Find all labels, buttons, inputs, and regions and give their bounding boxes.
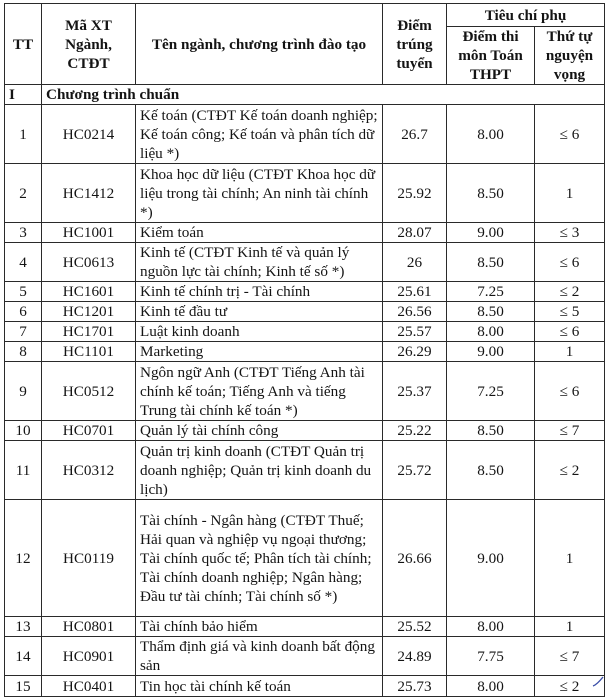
row-index: 13 xyxy=(5,617,42,637)
table-row xyxy=(5,362,605,421)
row-wish-order: 1 xyxy=(535,617,605,637)
row-code: HC0512 xyxy=(42,362,136,421)
row-wish-order: ≤ 3 xyxy=(535,223,605,243)
section-index: I xyxy=(5,85,42,105)
row-wish-order: ≤ 6 xyxy=(535,362,605,421)
row-score: 25.73 xyxy=(383,676,447,697)
row-math-score: 9.00 xyxy=(447,500,535,617)
header-sub-criteria: Tiêu chí phụ xyxy=(447,4,605,27)
row-wish-order: ≤ 5 xyxy=(535,302,605,322)
header-name: Tên ngành, chương trình đào tạo xyxy=(136,4,383,85)
section-row xyxy=(5,85,605,105)
row-wish-order: ≤ 2 xyxy=(535,676,605,697)
row-code: HC0613 xyxy=(42,243,136,282)
row-program-name: Quản trị kinh doanh (CTĐT Quản trị doanh nghiệp; Quản trị kinh doanh du lịch) xyxy=(136,441,383,500)
header-wish-order: Thứ tự nguyện vọng xyxy=(535,27,605,85)
row-math-score: 8.50 xyxy=(447,441,535,500)
row-program-name: Kinh tế (CTĐT Kinh tế và quản lý nguồn lực tài chính; Kinh tế số *) xyxy=(136,243,383,282)
section-title: Chương trình chuẩn xyxy=(42,85,605,105)
row-program-name: Tài chính bảo hiểm xyxy=(136,617,383,637)
row-code: HC0801 xyxy=(42,617,136,637)
row-score: 25.92 xyxy=(383,164,447,223)
row-index: 6 xyxy=(5,302,42,322)
table-row xyxy=(5,421,605,441)
row-math-score: 7.25 xyxy=(447,282,535,302)
table-row xyxy=(5,164,605,223)
row-code: HC1601 xyxy=(42,282,136,302)
row-program-name: Quản lý tài chính công xyxy=(136,421,383,441)
row-score: 26.7 xyxy=(383,105,447,164)
table-row xyxy=(5,500,605,617)
row-wish-order: 1 xyxy=(535,500,605,617)
row-program-name: Kinh tế đầu tư xyxy=(136,302,383,322)
row-code: HC0401 xyxy=(42,676,136,697)
header-code: Mã XT Ngành, CTĐT xyxy=(42,4,136,85)
row-math-score: 9.00 xyxy=(447,342,535,362)
row-score: 26.29 xyxy=(383,342,447,362)
row-code: HC1201 xyxy=(42,302,136,322)
row-math-score: 8.50 xyxy=(447,164,535,223)
row-index: 5 xyxy=(5,282,42,302)
row-index: 9 xyxy=(5,362,42,421)
row-score: 26.66 xyxy=(383,500,447,617)
header-score: Điểm trúng tuyển xyxy=(383,4,447,85)
row-wish-order: ≤ 2 xyxy=(535,441,605,500)
header-math-score: Điểm thi môn Toán THPT xyxy=(447,27,535,85)
row-program-name: Kế toán (CTĐT Kế toán doanh nghiệp; Kế toán công; Kế toán và phân tích dữ liệu *) xyxy=(136,105,383,164)
row-index: 8 xyxy=(5,342,42,362)
row-math-score: 8.00 xyxy=(447,105,535,164)
row-program-name: Marketing xyxy=(136,342,383,362)
table-row xyxy=(5,322,605,342)
row-score: 24.89 xyxy=(383,637,447,676)
row-code: HC0119 xyxy=(42,500,136,617)
table-row xyxy=(5,676,605,697)
row-program-name: Luật kinh doanh xyxy=(136,322,383,342)
row-index: 15 xyxy=(5,676,42,697)
row-score: 25.37 xyxy=(383,362,447,421)
row-score: 25.72 xyxy=(383,441,447,500)
row-index: 1 xyxy=(5,105,42,164)
table-row xyxy=(5,105,605,164)
row-code: HC0214 xyxy=(42,105,136,164)
row-index: 3 xyxy=(5,223,42,243)
row-index: 11 xyxy=(5,441,42,500)
row-wish-order: ≤ 6 xyxy=(535,322,605,342)
row-wish-order: ≤ 7 xyxy=(535,421,605,441)
row-index: 14 xyxy=(5,637,42,676)
row-math-score: 8.50 xyxy=(447,421,535,441)
row-math-score: 8.00 xyxy=(447,676,535,697)
row-index: 7 xyxy=(5,322,42,342)
row-code: HC1701 xyxy=(42,322,136,342)
admission-score-table xyxy=(4,3,605,697)
row-program-name: Ngôn ngữ Anh (CTĐT Tiếng Anh tài chính kế toán; Tiếng Anh và tiếng Trung tài chính kế toán *) xyxy=(136,362,383,421)
row-code: HC1101 xyxy=(42,342,136,362)
table-row xyxy=(5,441,605,500)
row-code: HC1412 xyxy=(42,164,136,223)
row-math-score: 7.25 xyxy=(447,362,535,421)
row-wish-order: ≤ 6 xyxy=(535,105,605,164)
row-code: HC0312 xyxy=(42,441,136,500)
row-score: 25.52 xyxy=(383,617,447,637)
row-score: 25.61 xyxy=(383,282,447,302)
table-body xyxy=(5,85,605,697)
row-math-score: 7.75 xyxy=(447,637,535,676)
row-score: 26.56 xyxy=(383,302,447,322)
row-wish-order: 1 xyxy=(535,164,605,223)
row-code: HC0701 xyxy=(42,421,136,441)
table-row xyxy=(5,223,605,243)
row-score: 28.07 xyxy=(383,223,447,243)
row-program-name: Kinh tế chính trị - Tài chính xyxy=(136,282,383,302)
row-index: 4 xyxy=(5,243,42,282)
row-score: 25.57 xyxy=(383,322,447,342)
row-math-score: 8.50 xyxy=(447,243,535,282)
pen-mark-icon xyxy=(592,676,604,688)
row-index: 2 xyxy=(5,164,42,223)
row-score: 26 xyxy=(383,243,447,282)
header-tt: TT xyxy=(5,4,42,85)
row-wish-order: 1 xyxy=(535,342,605,362)
row-math-score: 8.00 xyxy=(447,322,535,342)
row-program-name: Thẩm định giá và kinh doanh bất động sản xyxy=(136,637,383,676)
table-row xyxy=(5,617,605,637)
table-row xyxy=(5,637,605,676)
table-row xyxy=(5,342,605,362)
row-wish-order: ≤ 7 xyxy=(535,637,605,676)
row-score: 25.22 xyxy=(383,421,447,441)
row-math-score: 9.00 xyxy=(447,223,535,243)
row-wish-order: ≤ 6 xyxy=(535,243,605,282)
row-code: HC0901 xyxy=(42,637,136,676)
row-code: HC1001 xyxy=(42,223,136,243)
row-program-name: Khoa học dữ liệu (CTĐT Khoa học dữ liệu trong tài chính; An ninh tài chính *) xyxy=(136,164,383,223)
row-program-name: Kiểm toán xyxy=(136,223,383,243)
row-program-name: Tin học tài chính kế toán xyxy=(136,676,383,697)
row-index: 10 xyxy=(5,421,42,441)
row-math-score: 8.00 xyxy=(447,617,535,637)
row-wish-order: ≤ 2 xyxy=(535,282,605,302)
row-math-score: 8.50 xyxy=(447,302,535,322)
row-program-name: Tài chính - Ngân hàng (CTĐT Thuế; Hải quan và nghiệp vụ ngoại thương; Tài chính quốc tế; Phân tích tài chính; Tài chính doanh nghiệp; Ngân hàng; Đầu tư tài chính; Tài chính số *) xyxy=(136,500,383,617)
row-index: 12 xyxy=(5,500,42,617)
table-row xyxy=(5,302,605,322)
table-row xyxy=(5,282,605,302)
table-row xyxy=(5,243,605,282)
